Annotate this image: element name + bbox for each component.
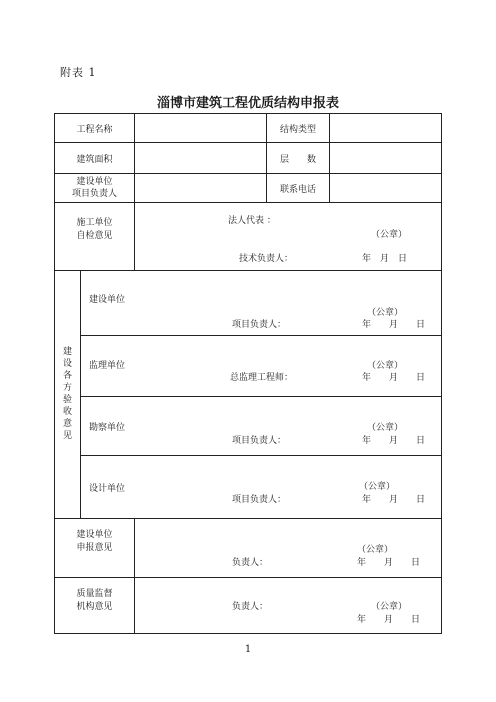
vertical-char: 方	[62, 383, 72, 394]
acceptance-supervisor-cell[interactable]	[81, 335, 442, 396]
contact-phone-label: 联系电话	[267, 174, 330, 203]
party-seal: （公章）	[367, 360, 404, 371]
contractor-date: 年 月 日	[362, 254, 408, 265]
row-acceptance-supervisor	[55, 335, 442, 396]
floors-label: 层 数	[267, 143, 330, 174]
building-area-label: 建筑面积	[55, 143, 135, 174]
vertical-char: 各	[62, 371, 72, 382]
form-title: 淄博市建筑工程优质结构申报表	[156, 96, 339, 111]
page-number: 1	[244, 644, 252, 655]
row-building-area	[55, 143, 442, 174]
supervision-label-line2: 机构意见	[76, 601, 113, 612]
builder-report-seal: （公章）	[357, 544, 394, 555]
party-date: 年 月 日	[362, 319, 426, 330]
supervision-date: 年 月 日	[357, 614, 421, 625]
acceptance-vertical-label	[55, 270, 81, 518]
structure-type-label: 结构类型	[267, 114, 330, 143]
row-contractor-opinion	[55, 203, 442, 270]
acceptance-builder-cell[interactable]	[81, 270, 442, 335]
row-acceptance-design	[55, 456, 442, 518]
party-person-label: 项目负责人：	[232, 319, 287, 330]
vertical-char: 建	[62, 347, 72, 358]
contractor-label-cell	[55, 203, 135, 270]
acceptance-survey-cell[interactable]	[81, 397, 442, 456]
structure-type-field[interactable]	[330, 114, 442, 143]
builder-report-cell[interactable]	[135, 518, 442, 577]
vertical-char: 验	[62, 395, 72, 406]
party-date: 年 月 日	[362, 372, 426, 383]
builder-report-label-cell	[55, 518, 135, 577]
party-person-label: 项目负责人：	[232, 436, 287, 447]
party-date: 年 月 日	[362, 495, 426, 506]
row-acceptance-survey	[55, 397, 442, 456]
party-unit-label: 建设单位	[89, 294, 126, 305]
acceptance-design-cell[interactable]	[81, 456, 442, 518]
builder-unit-text: 建设单位	[76, 177, 113, 188]
supervision-person: 负责人：	[232, 601, 269, 612]
builder-report-label-line2: 申报意见	[76, 542, 113, 553]
builder-report-date: 年 月 日	[357, 557, 421, 568]
project-name-label: 工程名称	[55, 114, 135, 143]
builder-report-label-line1: 建设单位	[76, 529, 113, 540]
contact-phone-field[interactable]	[330, 174, 442, 203]
floors-field[interactable]	[330, 143, 442, 174]
party-seal: （公章）	[367, 307, 404, 318]
supervision-seal: （公章）	[371, 601, 408, 612]
vertical-char: 见	[62, 431, 72, 442]
vertical-char: 收	[62, 407, 72, 418]
application-form-table	[54, 113, 442, 634]
project-name-field[interactable]	[135, 114, 267, 143]
row-supervision-opinion	[55, 577, 442, 633]
row-builder-report	[55, 518, 442, 577]
party-unit-label: 设计单位	[89, 484, 126, 495]
contractor-opinion-cell[interactable]	[135, 203, 442, 270]
supervision-opinion-cell[interactable]	[135, 577, 442, 633]
party-unit-label: 勘察单位	[89, 423, 126, 434]
party-unit-label: 监理单位	[89, 360, 126, 371]
row-acceptance-builder	[55, 270, 442, 335]
party-seal: （公章）	[359, 482, 396, 493]
party-person-label: 总监理工程师：	[230, 372, 294, 383]
contractor-label-line2: 自检意见	[76, 231, 113, 242]
supervision-label-line1: 质量监督	[76, 588, 113, 599]
tech-lead-label: 技术负责人：	[239, 254, 294, 265]
supervision-label-cell	[55, 577, 135, 633]
appendix-label: 附表 1	[60, 66, 97, 79]
project-manager-text: 项目负责人	[72, 189, 118, 200]
contractor-label-line1: 施工单位	[76, 218, 113, 229]
builder-unit-label	[55, 174, 135, 203]
contractor-seal: （公章）	[371, 230, 408, 241]
builder-unit-field[interactable]	[135, 174, 267, 203]
legal-rep-label: 法人代表 ：	[228, 216, 276, 227]
vertical-char: 意	[62, 419, 72, 430]
building-area-field[interactable]	[135, 143, 267, 174]
builder-report-person: 负责人：	[232, 557, 269, 568]
row-builder-unit	[55, 174, 442, 203]
party-person-label: 项目负责人：	[232, 495, 287, 506]
vertical-char: 设	[62, 359, 72, 370]
party-seal: （公章）	[367, 423, 404, 434]
party-date: 年 月 日	[362, 436, 426, 447]
row-project-name	[55, 114, 442, 143]
